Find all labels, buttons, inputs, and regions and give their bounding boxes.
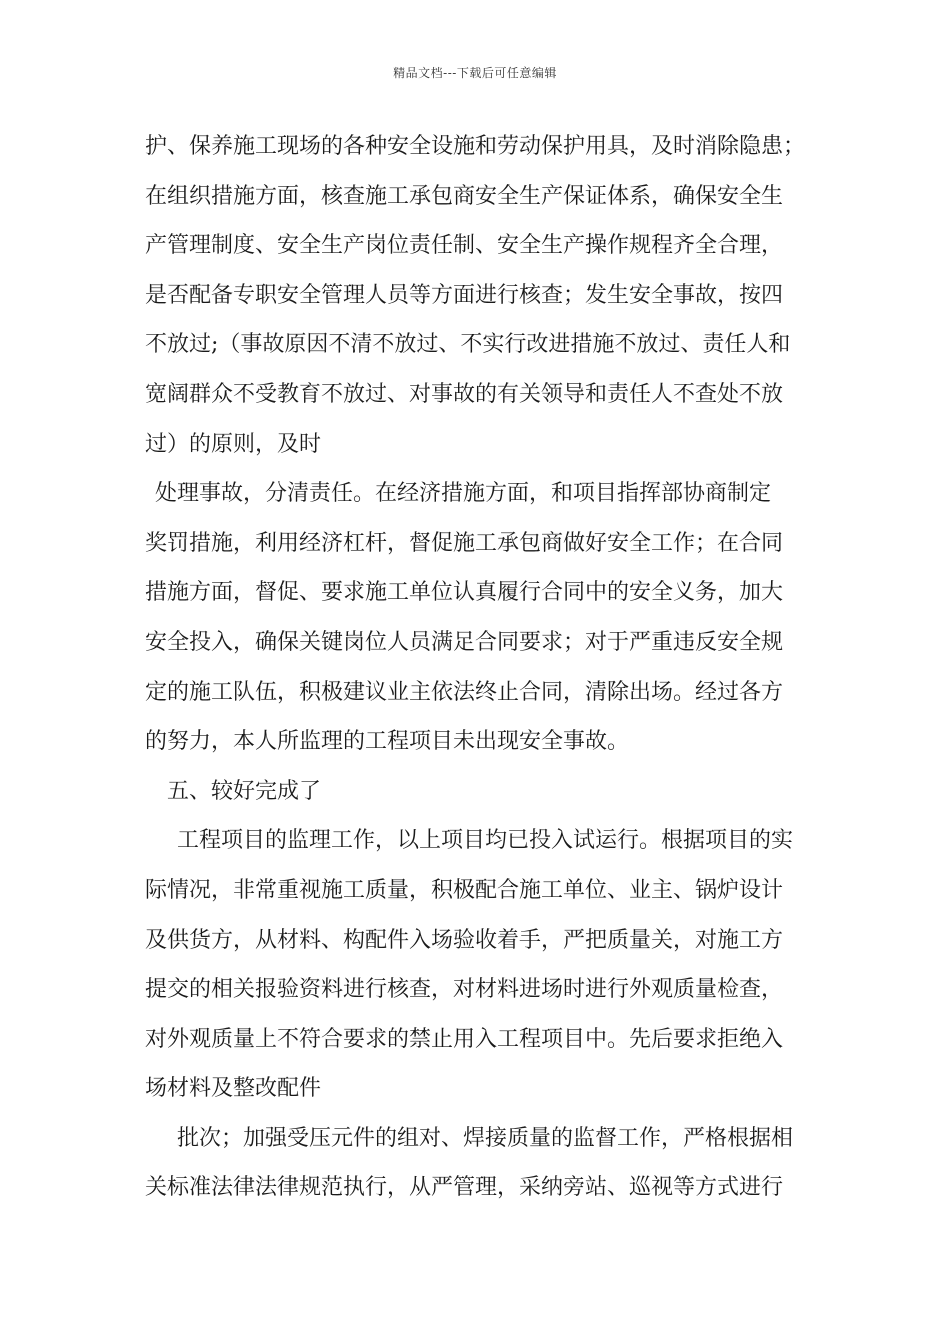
text-line: 关标准法律法律规范执行，从严管理，采纳旁站、巡视等方式进行 [145,1175,784,1201]
text-line: 是否配备专职安全管理人员等方面进行核查；发生安全事故，按四 [145,282,784,308]
text-line: 安全投入，确保关键岗位人员满足合同要求；对于严重违反安全规 [145,629,784,655]
text-line: 提交的相关报验资料进行核查，对材料进场时进行外观质量检查， [145,977,784,1003]
text-line: 过）的原则，及时 [145,431,322,457]
text-line: 及供货方，从材料、构配件入场验收着手，严把质量关，对施工方 [145,927,784,953]
text-line: 宽阔群众不受教育不放过、对事故的有关领导和责任人不查处不放 [145,381,784,407]
text-line: 措施方面，督促、要求施工单位认真履行合同中的安全义务，加大 [145,580,784,606]
page-header: 精品文档---下载后可任意编辑 [393,66,557,80]
section-heading: 五、较好完成了 [167,778,322,804]
text-line: 的努力，本人所监理的工程项目未出现安全事故。 [145,729,630,755]
text-line: 不放过;（事故原因不清不放过、不实行改进措施不放过、责任人和 [145,332,791,358]
text-line: 奖罚措施，利用经济杠杆，督促施工承包商做好安全工作；在合同 [145,530,784,556]
text-line: 产管理制度、安全生产岗位责任制、安全生产操作规程齐全合理， [145,233,784,259]
text-line: 定的施工队伍，积极建议业主依法终止合同，清除出场。经过各方 [145,679,784,705]
text-line: 处理事故，分清责任。在经济措施方面，和项目指挥部协商制定 [155,481,772,507]
text-line: 对外观质量上不符合要求的禁止用入工程项目中。先后要求拒绝入 [145,1026,784,1052]
text-line: 护、保养施工现场的各种安全设施和劳动保护用具，及时消除隐患； [145,134,806,159]
text-line: 场材料及整改配件 [145,1076,322,1102]
text-line: 在组织措施方面，核查施工承包商安全生产保证体系，确保安全生 [145,183,784,209]
text-line: 际情况，非常重视施工质量，积极配合施工单位、业主、锅炉设计 [145,877,784,903]
text-line: 工程项目的监理工作，以上项目均已投入试运行。根据项目的实 [177,828,794,854]
text-line: 批次；加强受压元件的组对、焊接质量的监督工作，严格根据相 [177,1125,794,1151]
document-body [145,130,815,1221]
